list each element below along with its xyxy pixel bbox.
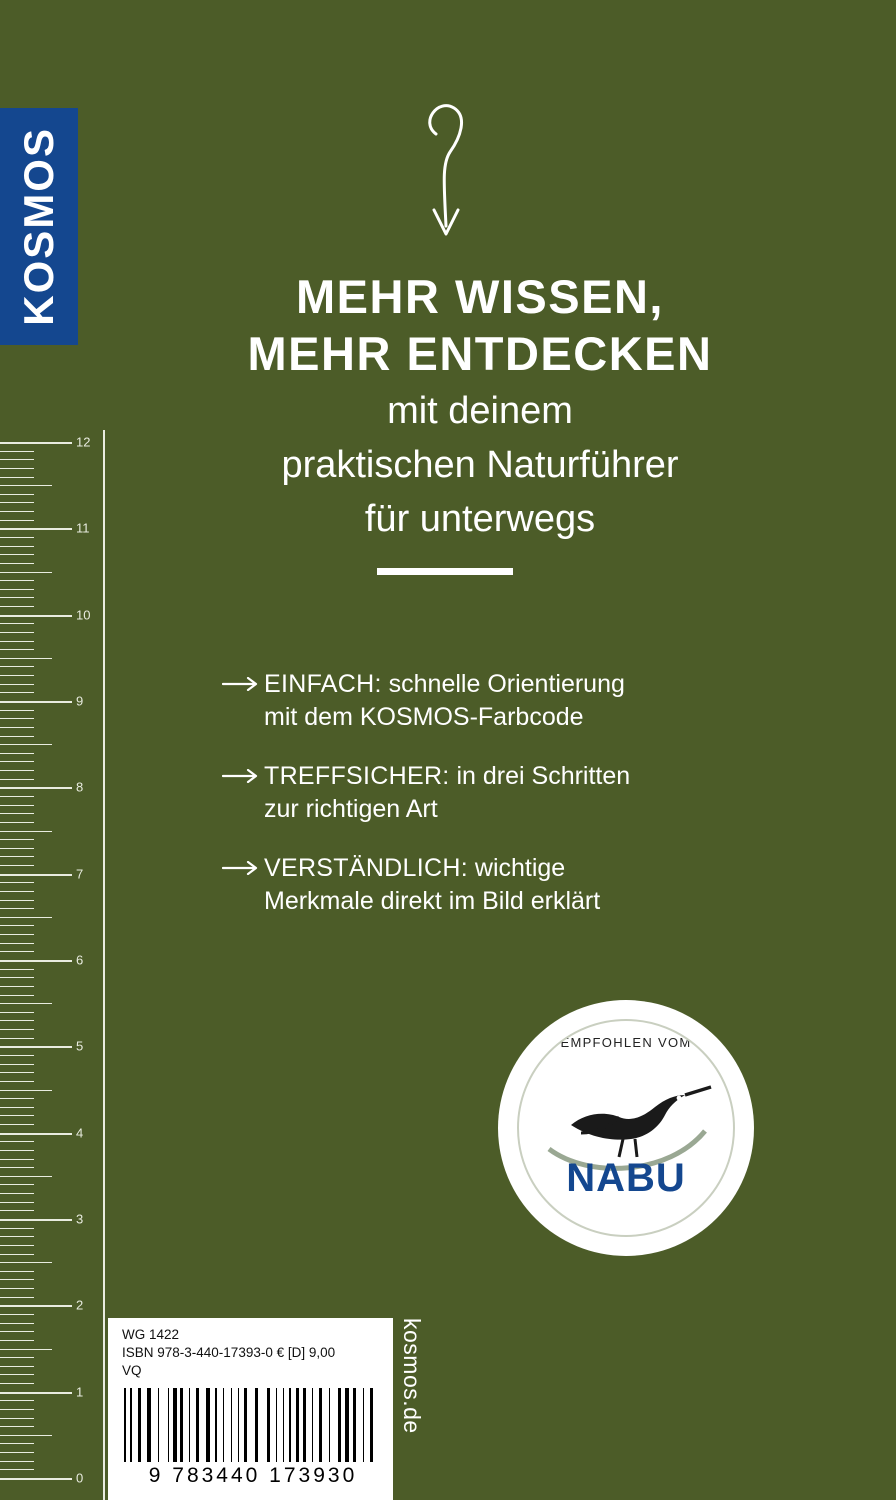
ruler-tick-minor xyxy=(0,1383,34,1384)
list-item-rest: wichtige xyxy=(467,854,566,882)
ruler-tick-minor xyxy=(0,572,52,573)
barcode-bar xyxy=(180,1388,182,1462)
ruler-tick-minor xyxy=(0,1150,34,1151)
ruler-tick-minor xyxy=(0,1366,34,1367)
list-item-line2: mit dem KOSMOS-Farbcode xyxy=(264,703,584,731)
arrow-doodle-icon xyxy=(398,76,488,246)
ruler-tick-minor xyxy=(0,761,34,762)
ruler-tick-major xyxy=(0,960,72,962)
ruler-tick-minor xyxy=(0,485,52,486)
barcode-bar xyxy=(168,1388,169,1462)
ruler-tick-minor xyxy=(0,494,34,495)
ruler-label: 6 xyxy=(76,952,84,968)
ruler-tick-minor xyxy=(0,900,34,901)
ruler-tick-minor xyxy=(0,684,34,685)
ruler-tick-minor xyxy=(0,986,34,987)
ruler-tick-minor xyxy=(0,580,34,581)
ruler-label: 9 xyxy=(76,693,84,709)
barcode-bar xyxy=(189,1388,190,1462)
list-item-text xyxy=(264,852,600,918)
ruler-tick-minor xyxy=(0,736,34,737)
barcode-bar xyxy=(350,1388,352,1462)
ruler-scale xyxy=(0,430,105,1500)
ruler-tick-minor xyxy=(0,1029,34,1030)
ruler-tick-minor xyxy=(0,925,34,926)
ruler-tick-minor xyxy=(0,1064,34,1065)
ruler-label: 2 xyxy=(76,1297,84,1313)
barcode-bar xyxy=(202,1388,206,1462)
ruler-tick-minor xyxy=(0,597,34,598)
ruler-label: 5 xyxy=(76,1038,84,1054)
ruler-tick-minor xyxy=(0,1090,52,1091)
barcode-bar xyxy=(250,1388,254,1462)
ruler-tick-minor xyxy=(0,1323,34,1324)
barcode-bar xyxy=(267,1388,271,1462)
ruler-tick-minor xyxy=(0,666,34,667)
ruler-tick-minor xyxy=(0,779,34,780)
subtitle-line-2: praktischen Naturführer xyxy=(281,443,679,486)
ruler-tick-minor xyxy=(0,546,34,547)
ruler-tick-minor xyxy=(0,520,34,521)
barcode-bar xyxy=(289,1388,291,1462)
ruler-tick-minor xyxy=(0,1072,34,1073)
ruler-tick-major xyxy=(0,874,72,876)
ruler-tick-minor xyxy=(0,848,34,849)
ruler-tick-minor xyxy=(0,1124,34,1125)
ruler-tick-minor xyxy=(0,589,34,590)
arrow-right-icon xyxy=(222,760,264,788)
barcode-bar xyxy=(215,1388,217,1462)
list-item-lead: VERSTÄNDLICH: xyxy=(264,854,468,882)
ruler-label: 10 xyxy=(76,607,91,623)
ruler-tick-minor xyxy=(0,511,34,512)
barcode-bar xyxy=(345,1388,349,1462)
ruler-tick-minor xyxy=(0,632,34,633)
ruler-tick-minor xyxy=(0,1314,34,1315)
ruler-tick-minor xyxy=(0,1245,34,1246)
ruler-tick-minor xyxy=(0,692,34,693)
ruler-tick-minor xyxy=(0,813,34,814)
barcode-bar xyxy=(353,1388,355,1462)
barcode-bar xyxy=(191,1388,195,1462)
divider xyxy=(377,568,513,575)
ruler-tick-minor xyxy=(0,537,34,538)
ruler-label: 4 xyxy=(76,1125,84,1141)
ruler-tick-minor xyxy=(0,1297,34,1298)
ruler-tick-minor xyxy=(0,1254,34,1255)
barcode-bar xyxy=(283,1388,284,1462)
barcode-bar xyxy=(225,1388,229,1462)
ruler-tick-minor xyxy=(0,1210,34,1211)
ruler-tick-minor xyxy=(0,1193,34,1194)
barcode-bar xyxy=(285,1388,287,1462)
list-item-text xyxy=(264,668,625,734)
ruler-tick-major xyxy=(0,528,72,530)
ruler-tick-major xyxy=(0,787,72,789)
isbn-price: ISBN 978-3-440-17393-0 € [D] 9,00 xyxy=(122,1345,336,1361)
ruler-tick-minor xyxy=(0,770,34,771)
ruler-tick-minor xyxy=(0,977,34,978)
barcode-bar xyxy=(206,1388,210,1462)
ruler-tick-minor xyxy=(0,908,34,909)
ruler-tick-minor xyxy=(0,1262,52,1263)
barcode-bar xyxy=(124,1388,126,1462)
list-item-line2: Merkmale direkt im Bild erklärt xyxy=(264,887,601,915)
barcode-bar xyxy=(342,1388,344,1462)
ruler-tick-minor xyxy=(0,1228,34,1229)
barcode-bar xyxy=(158,1388,159,1462)
barcode-bar xyxy=(293,1388,294,1462)
barcode-bar xyxy=(271,1388,275,1462)
barcode-bar xyxy=(196,1388,200,1462)
barcode-bar xyxy=(367,1388,368,1462)
wg-code: WG 1422 xyxy=(122,1327,180,1342)
list-item xyxy=(222,760,782,826)
ruler-tick-minor xyxy=(0,649,34,650)
ruler-tick-minor xyxy=(0,710,34,711)
ruler-tick-minor xyxy=(0,1443,34,1444)
barcode-bar xyxy=(319,1388,321,1462)
ruler-tick-major xyxy=(0,1478,72,1480)
subtitle xyxy=(130,385,830,547)
ruler-tick-minor xyxy=(0,753,34,754)
ruler-tick-minor xyxy=(0,744,52,745)
ruler-tick-minor xyxy=(0,727,34,728)
ruler-tick-minor xyxy=(0,969,34,970)
list-item-lead: TREFFSICHER: xyxy=(264,762,450,790)
barcode-bar xyxy=(312,1388,313,1462)
ruler-tick-minor xyxy=(0,468,34,469)
ruler-tick-minor xyxy=(0,1340,34,1341)
ruler-label: 7 xyxy=(76,866,84,882)
list-item-text xyxy=(264,760,630,826)
barcode-bar xyxy=(307,1388,309,1462)
barcode-bar xyxy=(147,1388,151,1462)
ruler-tick-minor xyxy=(0,1331,34,1332)
barcode-bar xyxy=(238,1388,239,1462)
list-item-rest: in drei Schritten xyxy=(449,762,631,790)
barcode-bar xyxy=(171,1388,172,1462)
ruler-label: 1 xyxy=(76,1384,84,1400)
headline-line-1: MEHR WISSEN, xyxy=(296,270,664,323)
list-item-line2: zur richtigen Art xyxy=(264,795,438,823)
website-url: kosmos.de xyxy=(399,1318,425,1434)
ruler-tick-minor xyxy=(0,1081,34,1082)
list-item-rest: schnelle Orientierung xyxy=(381,670,625,698)
ruler-tick-minor xyxy=(0,822,34,823)
list-item xyxy=(222,852,782,918)
ruler-tick-minor xyxy=(0,831,52,832)
nabu-seal-top-text: EMPFOHLEN VOM xyxy=(560,1035,692,1050)
vq-code: VQ xyxy=(122,1363,142,1379)
barcode-bar xyxy=(152,1388,156,1462)
barcode-bar xyxy=(303,1388,307,1462)
barcode-bar xyxy=(261,1388,265,1462)
barcode-bar xyxy=(144,1388,146,1462)
barcode-bar xyxy=(296,1388,300,1462)
ruler-tick-minor xyxy=(0,1107,34,1108)
ruler-label: 3 xyxy=(76,1211,84,1227)
barcode-bar xyxy=(133,1388,137,1462)
publisher-name: KOSMOS xyxy=(15,127,62,326)
ruler-tick-minor xyxy=(0,839,34,840)
ruler-tick-minor xyxy=(0,1400,34,1401)
barcode-bar xyxy=(138,1388,142,1462)
ruler-tick-minor xyxy=(0,675,34,676)
ruler-tick-minor xyxy=(0,1055,34,1056)
barcode-bar xyxy=(280,1388,282,1462)
barcode-bars xyxy=(124,1388,380,1462)
ruler-tick-minor xyxy=(0,502,34,503)
ruler-tick-major xyxy=(0,701,72,703)
barcode-bar xyxy=(127,1388,128,1462)
list-item xyxy=(222,668,782,734)
barcode-bar xyxy=(314,1388,316,1462)
subtitle-line-3: für unterwegs xyxy=(364,497,596,540)
ruler-tick-minor xyxy=(0,1202,34,1203)
feature-list xyxy=(222,668,782,944)
barcode-bar xyxy=(233,1388,237,1462)
ruler-label: 8 xyxy=(76,779,84,795)
headline-line-2: MEHR ENTDECKEN xyxy=(247,327,713,381)
ruler-tick-minor xyxy=(0,1115,34,1116)
ruler-tick-minor xyxy=(0,1461,34,1462)
ruler-tick-minor xyxy=(0,1271,34,1272)
list-item-lead: EINFACH: xyxy=(264,670,382,698)
barcode-bar xyxy=(363,1388,364,1462)
ruler-tick-minor xyxy=(0,554,34,555)
ruler-tick-minor xyxy=(0,865,34,866)
ruler-tick-major xyxy=(0,1305,72,1307)
ruler-tick-minor xyxy=(0,1012,34,1013)
barcode-bar xyxy=(211,1388,212,1462)
barcode-bar xyxy=(300,1388,301,1462)
ruler-tick-minor xyxy=(0,1279,34,1280)
ruler-tick-minor xyxy=(0,995,34,996)
barcode-bar xyxy=(375,1388,377,1462)
barcode-bar xyxy=(255,1388,259,1462)
ruler-tick-minor xyxy=(0,459,34,460)
ruler-label: 0 xyxy=(76,1470,84,1486)
barcode-bar xyxy=(324,1388,326,1462)
ruler-tick-minor xyxy=(0,1418,34,1419)
ruler-tick-minor xyxy=(0,477,34,478)
barcode-bar xyxy=(231,1388,232,1462)
ruler-tick-minor xyxy=(0,796,34,797)
ruler-tick-minor xyxy=(0,1159,34,1160)
ruler-tick-minor xyxy=(0,1098,34,1099)
ruler-label: 12 xyxy=(76,434,91,450)
subtitle-line-1: mit deinem xyxy=(387,390,573,432)
ruler-tick-major xyxy=(0,1133,72,1135)
ruler-tick-minor xyxy=(0,917,52,918)
ruler-tick-minor xyxy=(0,718,34,719)
ruler-tick-major xyxy=(0,442,72,444)
barcode-bar xyxy=(185,1388,186,1462)
barcode-meta xyxy=(122,1326,383,1381)
ruler-tick-minor xyxy=(0,1374,34,1375)
ruler-tick-minor xyxy=(0,943,34,944)
barcode-bar xyxy=(276,1388,277,1462)
ruler-tick-minor xyxy=(0,1141,34,1142)
ruler-tick-minor xyxy=(0,891,34,892)
ruler-tick-minor xyxy=(0,856,34,857)
ruler-tick-minor xyxy=(0,1409,34,1410)
ruler-tick-minor xyxy=(0,882,34,883)
barcode-bar xyxy=(370,1388,372,1462)
ruler-tick-minor xyxy=(0,1038,34,1039)
ruler-tick-major xyxy=(0,1392,72,1394)
ruler-tick-minor xyxy=(0,641,34,642)
ruler-tick-minor xyxy=(0,1426,34,1427)
ruler-tick-minor xyxy=(0,1176,52,1177)
ruler-tick-minor xyxy=(0,451,34,452)
nabu-seal xyxy=(498,1000,754,1256)
barcode-bar xyxy=(162,1388,166,1462)
ruler-tick-minor xyxy=(0,1003,52,1004)
publisher-badge xyxy=(0,108,78,345)
ruler-tick-minor xyxy=(0,1349,52,1350)
page-title xyxy=(130,268,830,383)
ruler-tick-minor xyxy=(0,951,34,952)
ruler-tick-minor xyxy=(0,805,34,806)
barcode-bar xyxy=(358,1388,360,1462)
ruler-tick-minor xyxy=(0,1469,34,1470)
barcode-number: 9 783440 173930 xyxy=(148,1464,358,1487)
ruler-tick-minor xyxy=(0,1452,34,1453)
ruler-tick-major xyxy=(0,1046,72,1048)
ruler-tick-minor xyxy=(0,1184,34,1185)
barcode-bar xyxy=(130,1388,132,1462)
barcode-bar xyxy=(178,1388,179,1462)
barcode-bar xyxy=(244,1388,248,1462)
barcode-bar xyxy=(219,1388,221,1462)
barcode-block xyxy=(108,1318,393,1500)
nabu-seal-name: NABU xyxy=(566,1156,686,1200)
ruler-tick-minor xyxy=(0,934,34,935)
barcode-bar xyxy=(242,1388,243,1462)
ruler-tick-minor xyxy=(0,606,34,607)
ruler-tick-minor xyxy=(0,1288,34,1289)
barcode-bar xyxy=(338,1388,340,1462)
arrow-right-icon xyxy=(222,852,264,880)
barcode-bar xyxy=(173,1388,177,1462)
ruler-tick-minor xyxy=(0,563,34,564)
ruler-tick-major xyxy=(0,1219,72,1221)
stork-icon xyxy=(519,1021,733,1235)
ruler-baseline xyxy=(103,430,105,1500)
ruler-tick-minor xyxy=(0,1357,34,1358)
barcode-bar xyxy=(329,1388,330,1462)
ruler-tick-minor xyxy=(0,623,34,624)
barcode-bar xyxy=(223,1388,224,1462)
ruler-label: 11 xyxy=(76,520,90,536)
barcode-bar xyxy=(332,1388,336,1462)
arrow-right-icon xyxy=(222,668,264,696)
nabu-seal-inner xyxy=(517,1019,735,1237)
ruler-tick-major xyxy=(0,615,72,617)
ruler-tick-minor xyxy=(0,658,52,659)
ruler-tick-minor xyxy=(0,1167,34,1168)
ruler-tick-minor xyxy=(0,1020,34,1021)
ruler-tick-minor xyxy=(0,1435,52,1436)
ruler-tick-minor xyxy=(0,1236,34,1237)
